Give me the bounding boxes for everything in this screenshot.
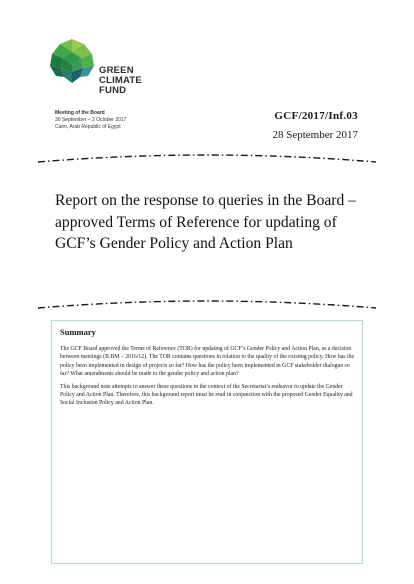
document-title: Report on the response to queries in the Board – approved Terms of Reference for updating of GCF’s Gender Policy and Action Plan — [55, 192, 356, 252]
meeting-info — [55, 110, 126, 131]
logo-wordmark — [99, 66, 142, 96]
logo-line-climate: CLIMATE — [99, 75, 142, 86]
document-number: GCF/2017/Inf.03 — [274, 110, 358, 122]
logo-line-green: GREEN — [99, 65, 134, 76]
summary-box — [51, 320, 363, 564]
wavy-divider-bottom — [38, 296, 376, 312]
gcf-logo — [49, 38, 189, 100]
summary-heading: Summary — [60, 327, 96, 337]
logo-line-fund: FUND — [99, 85, 127, 96]
meeting-title: Meeting of the Board — [55, 110, 105, 116]
summary-paragraph: This background note attempts to answer these questions in the context of the Secretariat’s endeavor to update the Gender Policy and Action Plan. Therefore, this background report must be read in conjunction with the proposed Gender Equality and Social Inclusion Policy and Action Plan. — [60, 383, 353, 407]
document-reference — [272, 108, 358, 142]
document-date: 28 September 2017 — [272, 129, 358, 141]
meeting-location: Cairo, Arab Republic of Egypt — [55, 124, 121, 130]
meeting-dates: 30 September – 2 October 2017 — [55, 117, 127, 123]
wavy-divider-top — [38, 150, 376, 166]
summary-paragraph: The GCF Board approved the Terms of Reference (TOR) for updating of GCF’s Gender Policy and Action Plan, as a decision between meetings (B.BM – 2016/12). The TOR contains questions in relation to the quality of the existing policy. How has the policy been implemented in design of projects so far? How has the policy been implemented in GCF stakeholder dialogue so far? What amendments should be made to the gender policy and action plan? — [60, 346, 355, 378]
green-globe-logo-icon — [49, 38, 95, 84]
